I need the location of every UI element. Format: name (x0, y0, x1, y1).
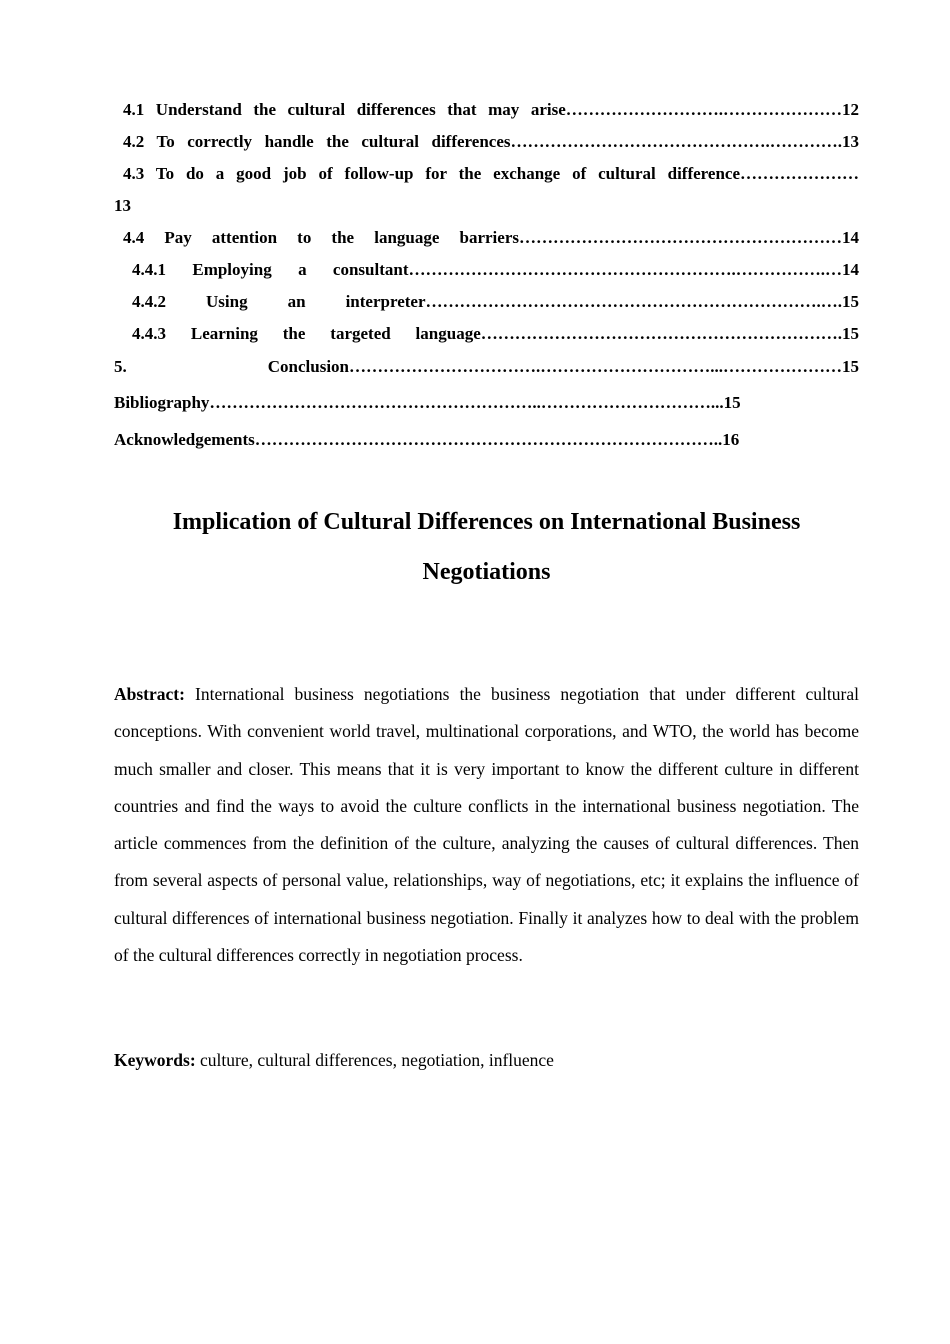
abstract-text: International business negotiations the business negotiation that under different cultural conceptions. With convenient world travel, multinational corporations, and WTO, the world has become much smaller and closer. This means that it is very important to know the different culture in different countries and find the ways to avoid the culture conflicts in the international business negotiation. The article commences from the definition of the culture, analyzing the causes of cultural differences. Then from several aspects of personal value, relationships, way of negotiations, etc; it explains the influence of cultural differences of international business negotiation. Finally it analyzes how to deal with the problem of the cultural differences correctly in negotiation process. (114, 684, 859, 966)
toc-item-4-4-1: 4.4.1 Employing a consultant………………………………………………….…………….…14 (132, 260, 859, 279)
toc-item-4-4-2: 4.4.2 Using an interpreter…………………………………………………………….….15 (132, 292, 859, 311)
document-title-line-2: Negotiations (422, 559, 551, 585)
keywords-line (114, 1047, 859, 1073)
toc-item-4-4-3: 4.4.3 Learning the targeted language……………………………………………………….15 (132, 324, 859, 343)
toc-item-acknowledgements: Acknowledgements………………………………………………………………………..16 (114, 430, 740, 449)
abstract-paragraph (114, 676, 859, 974)
toc-item-4-4: 4.4 Pay attention to the language barriers…………………………………………………14 (123, 228, 859, 247)
abstract-label: Abstract: (114, 684, 185, 704)
toc-item-4-2: 4.2 To correctly handle the cultural differences……………………………………….………….13 (123, 132, 859, 151)
toc-item-4-3-page: 13 (114, 196, 131, 215)
toc-item-4-3: 4.3 To do a good job of follow-up for the exchange of cultural difference………………… (123, 164, 859, 183)
keywords-label: Keywords: (114, 1050, 196, 1070)
toc-item-conclusion: 5. Conclusion…………………………….…………………………...…………………15 (114, 357, 859, 376)
toc-item-bibliography: Bibliography…………………………………………………..…………………………...15 (114, 393, 741, 412)
keywords-text: culture, cultural differences, negotiation, influence (195, 1050, 554, 1070)
document-title-line-1: Implication of Cultural Differences on International Business (172, 509, 801, 535)
toc-item-4-1: 4.1 Understand the cultural differences that may arise……………………….…………………12 (123, 100, 859, 119)
